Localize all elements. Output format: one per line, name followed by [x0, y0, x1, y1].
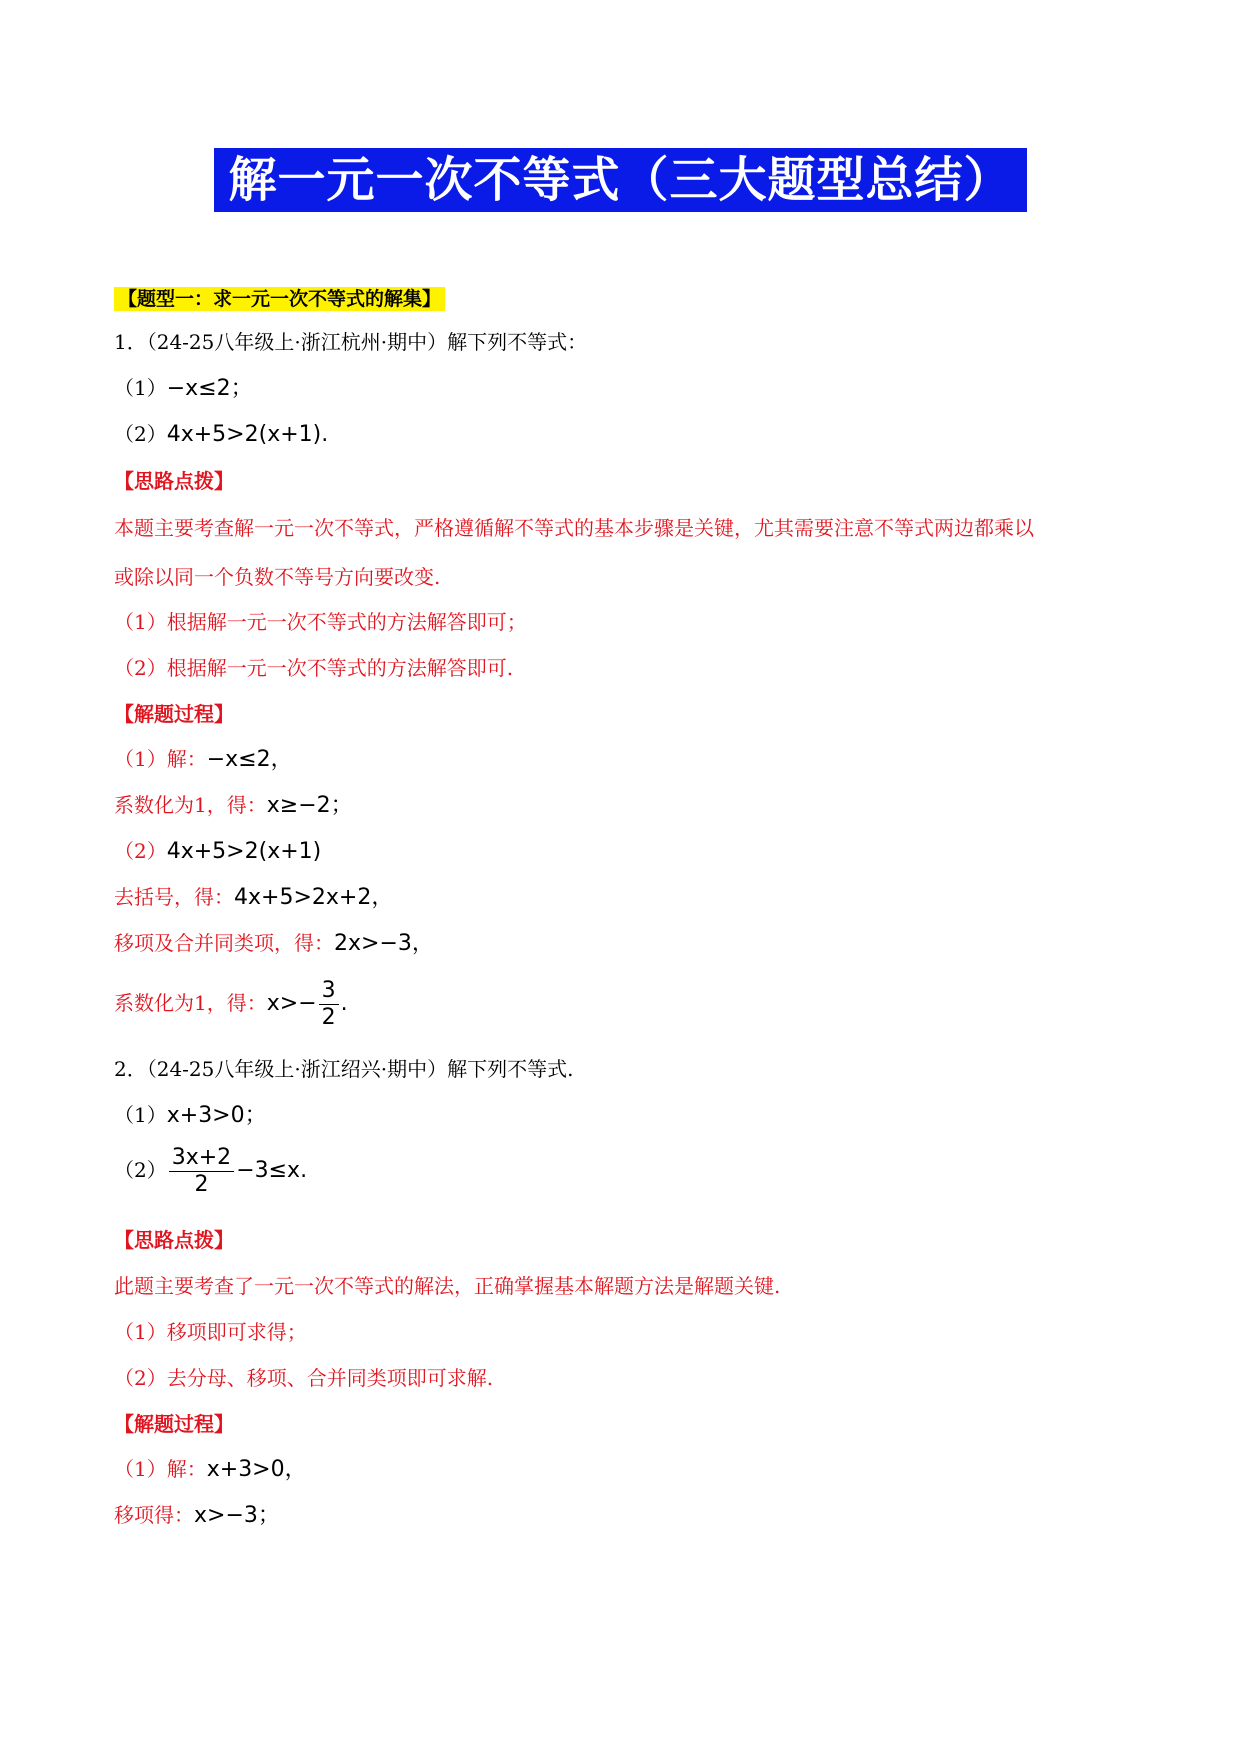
q1-stem: 1．（24-25八年级上·浙江杭州·期中）解下列不等式： [114, 330, 588, 354]
q1-s3-label: （2） [114, 839, 167, 863]
q1-s1-label: （1）解： [114, 747, 207, 771]
q2-stem: 2．（24-25八年级上·浙江绍兴·期中）解下列不等式. [114, 1057, 574, 1081]
q1-hint-line2: 或除以同一个负数不等号方向要改变. [114, 565, 441, 589]
q1-solution-step6 [114, 975, 348, 1032]
q2-part2-label: （2） [114, 1158, 167, 1182]
q1-solution-step2 [114, 791, 353, 820]
q1-s4-expr: 4x+5>2x+2， [234, 885, 394, 910]
q2-part1-expr: x+3>0； [166, 1103, 267, 1128]
q1-solution-step3 [114, 837, 321, 866]
q2-part2-fraction [169, 1145, 234, 1198]
q1-s4-label: 去括号，得： [114, 885, 234, 909]
q1-part1 [114, 374, 253, 403]
q1-part1-label: （1） [114, 376, 167, 400]
q2-hint-part2: （2）去分母、移项、合并同类项即可求解. [114, 1366, 494, 1390]
q2-hint-heading: 【思路点拨】 [114, 1228, 234, 1252]
q1-s6-fraction [319, 978, 339, 1031]
q2-s1-label: （1）解： [114, 1457, 207, 1481]
q1-s1-expr: −x≤2， [206, 747, 293, 772]
q1-hint-line1: 本题主要考查解一元一次不等式，严格遵循解不等式的基本步骤是关键，尤其需要注意不等式两边都乘以 [114, 516, 1034, 540]
q1-part2 [114, 420, 328, 449]
q1-hint-heading: 【思路点拨】 [114, 469, 234, 493]
q1-s6-suffix: . [340, 991, 348, 1016]
q2-s1-expr: x+3>0， [206, 1457, 307, 1482]
page-title: 解一元一次不等式（三大题型总结） [214, 148, 1026, 212]
q2-hint-line1: 此题主要考查了一元一次不等式的解法，正确掌握基本解题方法是解题关键. [114, 1274, 781, 1298]
q1-part1-expr: −x≤2； [166, 376, 253, 401]
q1-s2-expr: x≥−2； [266, 793, 353, 818]
q2-hint-part1: （1）移项即可求得； [114, 1320, 307, 1344]
q2-s2-label: 移项得： [114, 1503, 194, 1527]
q1-hint-part1: （1）根据解一元一次不等式的方法解答即可； [114, 610, 527, 634]
q2-part2-suffix: −3≤x. [236, 1158, 308, 1183]
q1-part2-label: （2） [114, 422, 167, 446]
q1-s5-expr: 2x>−3， [334, 931, 434, 956]
q1-s6-label: 系数化为1，得： [114, 991, 267, 1015]
q1-solution-heading: 【解题过程】 [114, 702, 234, 726]
q2-solution-heading: 【解题过程】 [114, 1412, 234, 1436]
q1-s6-prefix: x>− [266, 991, 317, 1016]
q1-solution-step5 [114, 929, 434, 958]
q1-part2-expr: 4x+5>2(x+1). [166, 422, 329, 447]
section-1-tag: 【题型一：求一元一次不等式的解集】 [114, 287, 445, 311]
q2-part2 [114, 1142, 307, 1199]
q2-solution-step1 [114, 1455, 307, 1484]
q2-part1-label: （1） [114, 1103, 167, 1127]
q2-part1 [114, 1101, 267, 1130]
q2-solution-step2 [114, 1501, 280, 1530]
q1-solution-step1 [114, 745, 293, 774]
q1-s6-numerator: 3 [319, 978, 339, 1005]
q1-s2-label: 系数化为1，得： [114, 793, 267, 817]
q1-solution-step4 [114, 883, 393, 912]
q1-hint-part2: （2）根据解一元一次不等式的方法解答即可. [114, 656, 514, 680]
q2-part2-denominator: 2 [194, 1172, 209, 1197]
q2-part2-numerator: 3x+2 [169, 1145, 234, 1172]
section-1-line [114, 284, 445, 313]
q2-s2-expr: x>−3； [194, 1503, 280, 1528]
q1-s5-label: 移项及合并同类项，得： [114, 931, 334, 955]
q1-s6-denominator: 2 [321, 1005, 336, 1030]
q1-s3-expr: 4x+5>2(x+1) [166, 839, 322, 864]
title-wrap [0, 148, 1241, 212]
